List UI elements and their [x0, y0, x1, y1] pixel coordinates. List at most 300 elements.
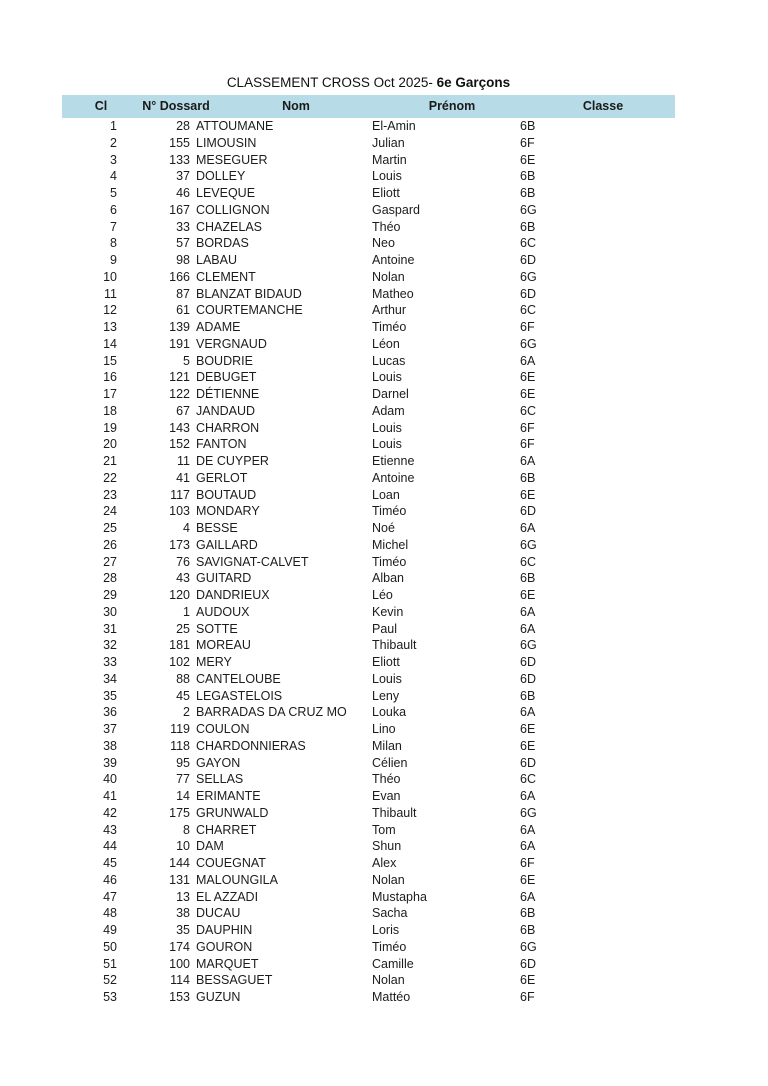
firstname-cell: Camille [372, 956, 414, 971]
rank-cell: 27 [103, 554, 117, 569]
table-row [0, 453, 768, 470]
table-row [0, 822, 768, 839]
rank-cell: 14 [103, 336, 117, 351]
rank-cell: 41 [103, 789, 117, 803]
rank-cell: 10 [103, 269, 117, 284]
bib-cell: 143 [169, 420, 190, 435]
class-cell: 6G [520, 202, 537, 217]
rank-cell: 38 [103, 738, 117, 753]
rank-cell: 7 [110, 219, 117, 234]
lastname-cell: DEBUGET [196, 370, 257, 385]
rank-cell: 46 [103, 872, 117, 887]
lastname-cell: MALOUNGILA [196, 872, 278, 887]
class-cell: 6E [520, 738, 536, 753]
rank-cell: 31 [103, 621, 117, 636]
firstname-cell: Alban [372, 571, 404, 586]
firstname-cell: Arthur [372, 303, 407, 318]
class-cell: 6E [520, 152, 536, 167]
class-cell: 6C [520, 772, 536, 787]
firstname-cell: Timéo [372, 939, 407, 954]
bib-cell: 14 [176, 789, 190, 803]
class-cell: 6F [520, 437, 535, 452]
bib-cell: 57 [176, 236, 190, 251]
rank-cell: 17 [103, 387, 117, 401]
class-cell: 6C [520, 403, 536, 418]
lastname-cell: GAYON [196, 755, 241, 770]
lastname-cell: BOUTAUD [196, 487, 257, 502]
table-row [0, 922, 768, 939]
bib-cell: 100 [169, 956, 190, 971]
lastname-cell: GAILLARD [196, 537, 258, 552]
firstname-cell: Louis [372, 437, 402, 452]
table-row [0, 604, 768, 621]
rank-cell: 15 [103, 353, 117, 368]
table-row [0, 286, 768, 303]
lastname-cell: CHARRET [196, 822, 257, 837]
class-cell: 6E [520, 588, 536, 602]
lastname-cell: EL AZZADI [196, 889, 259, 904]
rank-cell: 2 [110, 135, 117, 150]
class-cell: 6A [520, 353, 536, 368]
rank-cell: 37 [103, 722, 117, 736]
firstname-cell: Milan [372, 738, 402, 753]
class-cell: 6E [520, 487, 536, 502]
lastname-cell: CANTELOUBE [196, 671, 281, 686]
lastname-cell: ADAME [196, 320, 241, 334]
bib-cell: 144 [169, 856, 190, 870]
class-cell: 6F [520, 320, 535, 334]
table-row [0, 805, 768, 822]
bib-cell: 175 [169, 805, 190, 820]
bib-cell: 173 [169, 537, 190, 552]
lastname-cell: SOTTE [196, 621, 238, 636]
lastname-cell: BOUDRIE [196, 353, 253, 368]
table-row [0, 336, 768, 353]
lastname-cell: ERIMANTE [196, 789, 261, 803]
rank-cell: 50 [103, 939, 117, 954]
rank-cell: 34 [103, 671, 117, 686]
bib-cell: 13 [176, 889, 190, 904]
table-row [0, 487, 768, 504]
bib-cell: 152 [169, 437, 190, 452]
rank-cell: 47 [103, 889, 117, 904]
bib-cell: 103 [169, 504, 190, 519]
rank-cell: 26 [103, 537, 117, 552]
rank-cell: 48 [103, 906, 117, 921]
firstname-cell: Matheo [372, 286, 414, 301]
table-row [0, 654, 768, 671]
class-cell: 6F [520, 856, 535, 870]
rank-cell: 36 [103, 705, 117, 720]
bib-cell: 98 [176, 253, 190, 267]
lastname-cell: ATTOUMANE [196, 119, 274, 133]
table-row [0, 621, 768, 638]
table-row [0, 872, 768, 889]
rank-cell: 29 [103, 588, 117, 602]
class-cell: 6A [520, 604, 536, 619]
bib-cell: 28 [176, 119, 190, 133]
bib-cell: 119 [170, 722, 190, 736]
rank-cell: 33 [103, 655, 117, 669]
bib-cell: 45 [176, 688, 190, 703]
table-row [0, 956, 768, 973]
rank-cell: 49 [103, 923, 117, 937]
class-cell: 6E [520, 872, 536, 887]
rank-cell: 24 [103, 504, 117, 519]
rank-cell: 18 [103, 403, 117, 418]
rank-cell: 22 [103, 470, 117, 485]
firstname-cell: Théo [372, 219, 401, 234]
table-row [0, 403, 768, 420]
class-cell: 6E [520, 973, 536, 988]
table-row [0, 671, 768, 688]
class-cell: 6C [520, 236, 536, 251]
rank-cell: 12 [103, 303, 117, 318]
rank-cell: 39 [103, 755, 117, 770]
lastname-cell: VERGNAUD [196, 336, 267, 351]
class-cell: 6F [520, 420, 535, 435]
class-cell: 6D [520, 671, 536, 686]
lastname-cell: DAM [196, 839, 224, 854]
table-body [0, 118, 768, 1006]
class-cell: 6C [520, 303, 536, 318]
firstname-cell: Lino [372, 722, 396, 736]
firstname-cell: Louis [372, 370, 402, 385]
lastname-cell: SELLAS [196, 772, 244, 787]
rank-cell: 11 [104, 286, 117, 301]
lastname-cell: MESEGUER [196, 152, 268, 167]
lastname-cell: DOLLEY [196, 169, 246, 184]
class-cell: 6B [520, 119, 536, 133]
table-row [0, 420, 768, 437]
table-row [0, 118, 768, 135]
table-row [0, 972, 768, 989]
lastname-cell: LEVEQUE [196, 186, 256, 200]
firstname-cell: Michel [372, 537, 409, 552]
table-row [0, 855, 768, 872]
lastname-cell: COUEGNAT [196, 856, 266, 870]
firstname-cell: Evan [372, 789, 401, 803]
bib-cell: 77 [176, 772, 190, 787]
class-cell: 6A [520, 889, 536, 904]
title-bold: 6e Garçons [436, 75, 511, 90]
bib-cell: 102 [169, 655, 190, 669]
table-row [0, 587, 768, 604]
bib-cell: 61 [176, 303, 190, 318]
class-cell: 6G [520, 805, 537, 820]
lastname-cell: MONDARY [196, 504, 260, 519]
bib-cell: 167 [169, 202, 190, 217]
rank-cell: 5 [110, 186, 117, 200]
class-cell: 6B [520, 688, 536, 703]
rank-cell: 42 [103, 805, 117, 820]
lastname-cell: JANDAUD [196, 403, 256, 418]
class-cell: 6A [520, 789, 536, 803]
rank-cell: 53 [103, 990, 117, 1004]
firstname-cell: Thibault [372, 638, 417, 653]
rank-cell: 43 [103, 822, 117, 837]
rank-cell: 23 [103, 487, 117, 502]
bib-cell: 174 [169, 939, 190, 954]
bib-cell: 33 [176, 219, 190, 234]
bib-cell: 2 [183, 705, 190, 720]
table-row [0, 989, 768, 1006]
table-row [0, 369, 768, 386]
lastname-cell: CHAZELAS [196, 219, 262, 234]
firstname-cell: Théo [372, 772, 401, 787]
rank-cell: 1 [110, 119, 117, 133]
table-row [0, 939, 768, 956]
lastname-cell: CHARRON [196, 420, 260, 435]
class-cell: 6F [520, 135, 535, 150]
table-row [0, 302, 768, 319]
class-cell: 6G [520, 939, 537, 954]
bib-cell: 10 [176, 839, 190, 854]
firstname-cell: Tom [372, 822, 396, 837]
bib-cell: 8 [183, 822, 190, 837]
bib-cell: 35 [176, 923, 190, 937]
class-cell: 6G [520, 336, 537, 351]
bib-cell: 121 [169, 370, 190, 385]
lastname-cell: COULON [196, 722, 250, 736]
table-header [62, 95, 675, 118]
class-cell: 6E [520, 387, 536, 401]
lastname-cell: DAUPHIN [196, 923, 253, 937]
firstname-cell: Noé [372, 521, 395, 535]
rank-cell: 3 [110, 152, 117, 167]
rank-cell: 28 [103, 571, 117, 586]
firstname-cell: Célien [372, 755, 408, 770]
bib-cell: 166 [169, 269, 190, 284]
table-row [0, 185, 768, 202]
firstname-cell: Antoine [372, 470, 415, 485]
table-row [0, 436, 768, 453]
table-row [0, 771, 768, 788]
firstname-cell: Antoine [372, 253, 415, 267]
firstname-cell: Nolan [372, 872, 405, 887]
class-cell: 6B [520, 169, 536, 184]
bib-cell: 153 [169, 990, 190, 1004]
table-row [0, 704, 768, 721]
lastname-cell: AUDOUX [196, 604, 250, 619]
rank-cell: 35 [103, 688, 117, 703]
table-row [0, 168, 768, 185]
bib-cell: 1 [183, 604, 190, 619]
bib-cell: 131 [169, 872, 190, 887]
lastname-cell: COLLIGNON [196, 202, 270, 217]
class-cell: 6D [520, 956, 536, 971]
rank-cell: 32 [103, 638, 117, 653]
bib-cell: 117 [170, 487, 190, 502]
bib-cell: 67 [176, 403, 190, 418]
column-header-rank: Cl [94, 99, 108, 113]
table-row [0, 135, 768, 152]
bib-cell: 38 [176, 906, 190, 921]
rank-cell: 44 [103, 839, 117, 854]
lastname-cell: MOREAU [196, 638, 251, 653]
class-cell: 6B [520, 186, 536, 200]
table-row [0, 503, 768, 520]
firstname-cell: Léo [372, 588, 393, 602]
firstname-cell: Martin [372, 152, 407, 167]
lastname-cell: CLEMENT [196, 269, 256, 284]
table-row [0, 235, 768, 252]
bib-cell: 155 [169, 135, 190, 150]
firstname-cell: Adam [372, 403, 405, 418]
class-cell: 6A [520, 839, 536, 854]
class-cell: 6B [520, 923, 536, 937]
lastname-cell: DUCAU [196, 906, 241, 921]
lastname-cell: MERY [196, 655, 232, 669]
bib-cell: 5 [183, 353, 190, 368]
bib-cell: 11 [177, 454, 190, 468]
table-row [0, 570, 768, 587]
table-row [0, 319, 768, 336]
bib-cell: 88 [176, 671, 190, 686]
lastname-cell: GUITARD [196, 571, 252, 586]
table-row [0, 905, 768, 922]
bib-cell: 122 [169, 387, 190, 401]
rank-cell: 40 [103, 772, 117, 787]
bib-cell: 181 [169, 638, 190, 653]
class-cell: 6A [520, 822, 536, 837]
firstname-cell: Louis [372, 671, 402, 686]
title-regular: CLASSEMENT CROSS Oct 2025- [226, 75, 437, 90]
firstname-cell: Loris [372, 923, 400, 937]
lastname-cell: LIMOUSIN [196, 135, 257, 150]
bib-cell: 37 [176, 169, 190, 184]
firstname-cell: Julian [372, 135, 405, 150]
table-row [0, 470, 768, 487]
firstname-cell: Nolan [372, 973, 405, 988]
firstname-cell: Thibault [372, 805, 417, 820]
firstname-cell: Kevin [372, 604, 404, 619]
lastname-cell: DÉTIENNE [196, 387, 260, 401]
firstname-cell: Louka [372, 705, 407, 720]
class-cell: 6C [520, 554, 536, 569]
rank-cell: 6 [110, 202, 117, 217]
class-cell: 6E [520, 722, 536, 736]
table-row [0, 755, 768, 772]
class-cell: 6D [520, 655, 536, 669]
firstname-cell: Louis [372, 169, 402, 184]
bib-cell: 87 [176, 286, 190, 301]
lastname-cell: DANDRIEUX [196, 588, 270, 602]
lastname-cell: BORDAS [196, 236, 249, 251]
firstname-cell: Paul [372, 621, 398, 636]
bib-cell: 114 [170, 973, 190, 988]
bib-cell: 133 [169, 152, 190, 167]
lastname-cell: LABAU [196, 253, 237, 267]
class-cell: 6D [520, 504, 536, 519]
firstname-cell: Alex [372, 856, 397, 870]
bib-cell: 139 [169, 320, 190, 334]
rank-cell: 20 [103, 437, 117, 452]
firstname-cell: Louis [372, 420, 402, 435]
rank-cell: 13 [103, 320, 117, 334]
lastname-cell: GERLOT [196, 470, 248, 485]
lastname-cell: MARQUET [196, 956, 259, 971]
firstname-cell: El-Amin [372, 119, 416, 133]
rank-cell: 25 [103, 521, 117, 535]
class-cell: 6A [520, 705, 536, 720]
table-row [0, 721, 768, 738]
bib-cell: 4 [183, 521, 190, 535]
table-row [0, 252, 768, 269]
lastname-cell: BARRADAS DA CRUZ MO [196, 705, 347, 720]
lastname-cell: LEGASTELOIS [196, 688, 283, 703]
class-cell: 6G [520, 638, 537, 653]
bib-cell: 43 [176, 571, 190, 586]
rank-cell: 21 [103, 454, 117, 468]
table-row [0, 889, 768, 906]
rank-cell: 51 [103, 956, 117, 971]
lastname-cell: GUZUN [196, 990, 241, 1004]
table-row [0, 554, 768, 571]
class-cell: 6G [520, 537, 537, 552]
column-header-firstname: Prénom [428, 99, 476, 113]
bib-cell: 191 [169, 336, 190, 351]
firstname-cell: Darnel [372, 387, 409, 401]
lastname-cell: BLANZAT BIDAUD [196, 286, 302, 301]
rank-cell: 16 [103, 370, 117, 385]
class-cell: 6B [520, 571, 536, 586]
table-row [0, 269, 768, 286]
firstname-cell: Eliott [372, 186, 400, 200]
bib-cell: 46 [176, 186, 190, 200]
table-row [0, 688, 768, 705]
column-header-lastname: Nom [282, 99, 310, 113]
firstname-cell: Léon [372, 336, 400, 351]
class-cell: 6A [520, 454, 536, 468]
bib-cell: 41 [176, 470, 190, 485]
table-row [0, 537, 768, 554]
class-cell: 6D [520, 286, 536, 301]
rank-cell: 8 [110, 236, 117, 251]
firstname-cell: Lucas [372, 353, 406, 368]
class-cell: 6E [520, 370, 536, 385]
rank-cell: 30 [103, 604, 117, 619]
firstname-cell: Sacha [372, 906, 408, 921]
table-row [0, 838, 768, 855]
firstname-cell: Etienne [372, 454, 415, 468]
firstname-cell: Eliott [372, 655, 400, 669]
class-cell: 6D [520, 253, 536, 267]
firstname-cell: Gaspard [372, 202, 420, 217]
lastname-cell: GRUNWALD [196, 805, 269, 820]
firstname-cell: Leny [372, 688, 400, 703]
lastname-cell: GOURON [196, 939, 253, 954]
table-row [0, 386, 768, 403]
page-title [62, 75, 675, 91]
class-cell: 6F [520, 990, 535, 1004]
rank-cell: 19 [103, 420, 117, 435]
lastname-cell: DE CUYPER [196, 454, 269, 468]
firstname-cell: Timéo [372, 554, 407, 569]
table-row [0, 738, 768, 755]
table-row [0, 520, 768, 537]
table-row [0, 202, 768, 219]
bib-cell: 120 [169, 588, 190, 602]
firstname-cell: Loan [372, 487, 400, 502]
table-row [0, 637, 768, 654]
class-cell: 6A [520, 521, 536, 535]
firstname-cell: Mattéo [372, 990, 411, 1004]
lastname-cell: FANTON [196, 437, 247, 452]
rank-cell: 45 [103, 856, 117, 870]
table-row [0, 152, 768, 169]
firstname-cell: Nolan [372, 269, 405, 284]
